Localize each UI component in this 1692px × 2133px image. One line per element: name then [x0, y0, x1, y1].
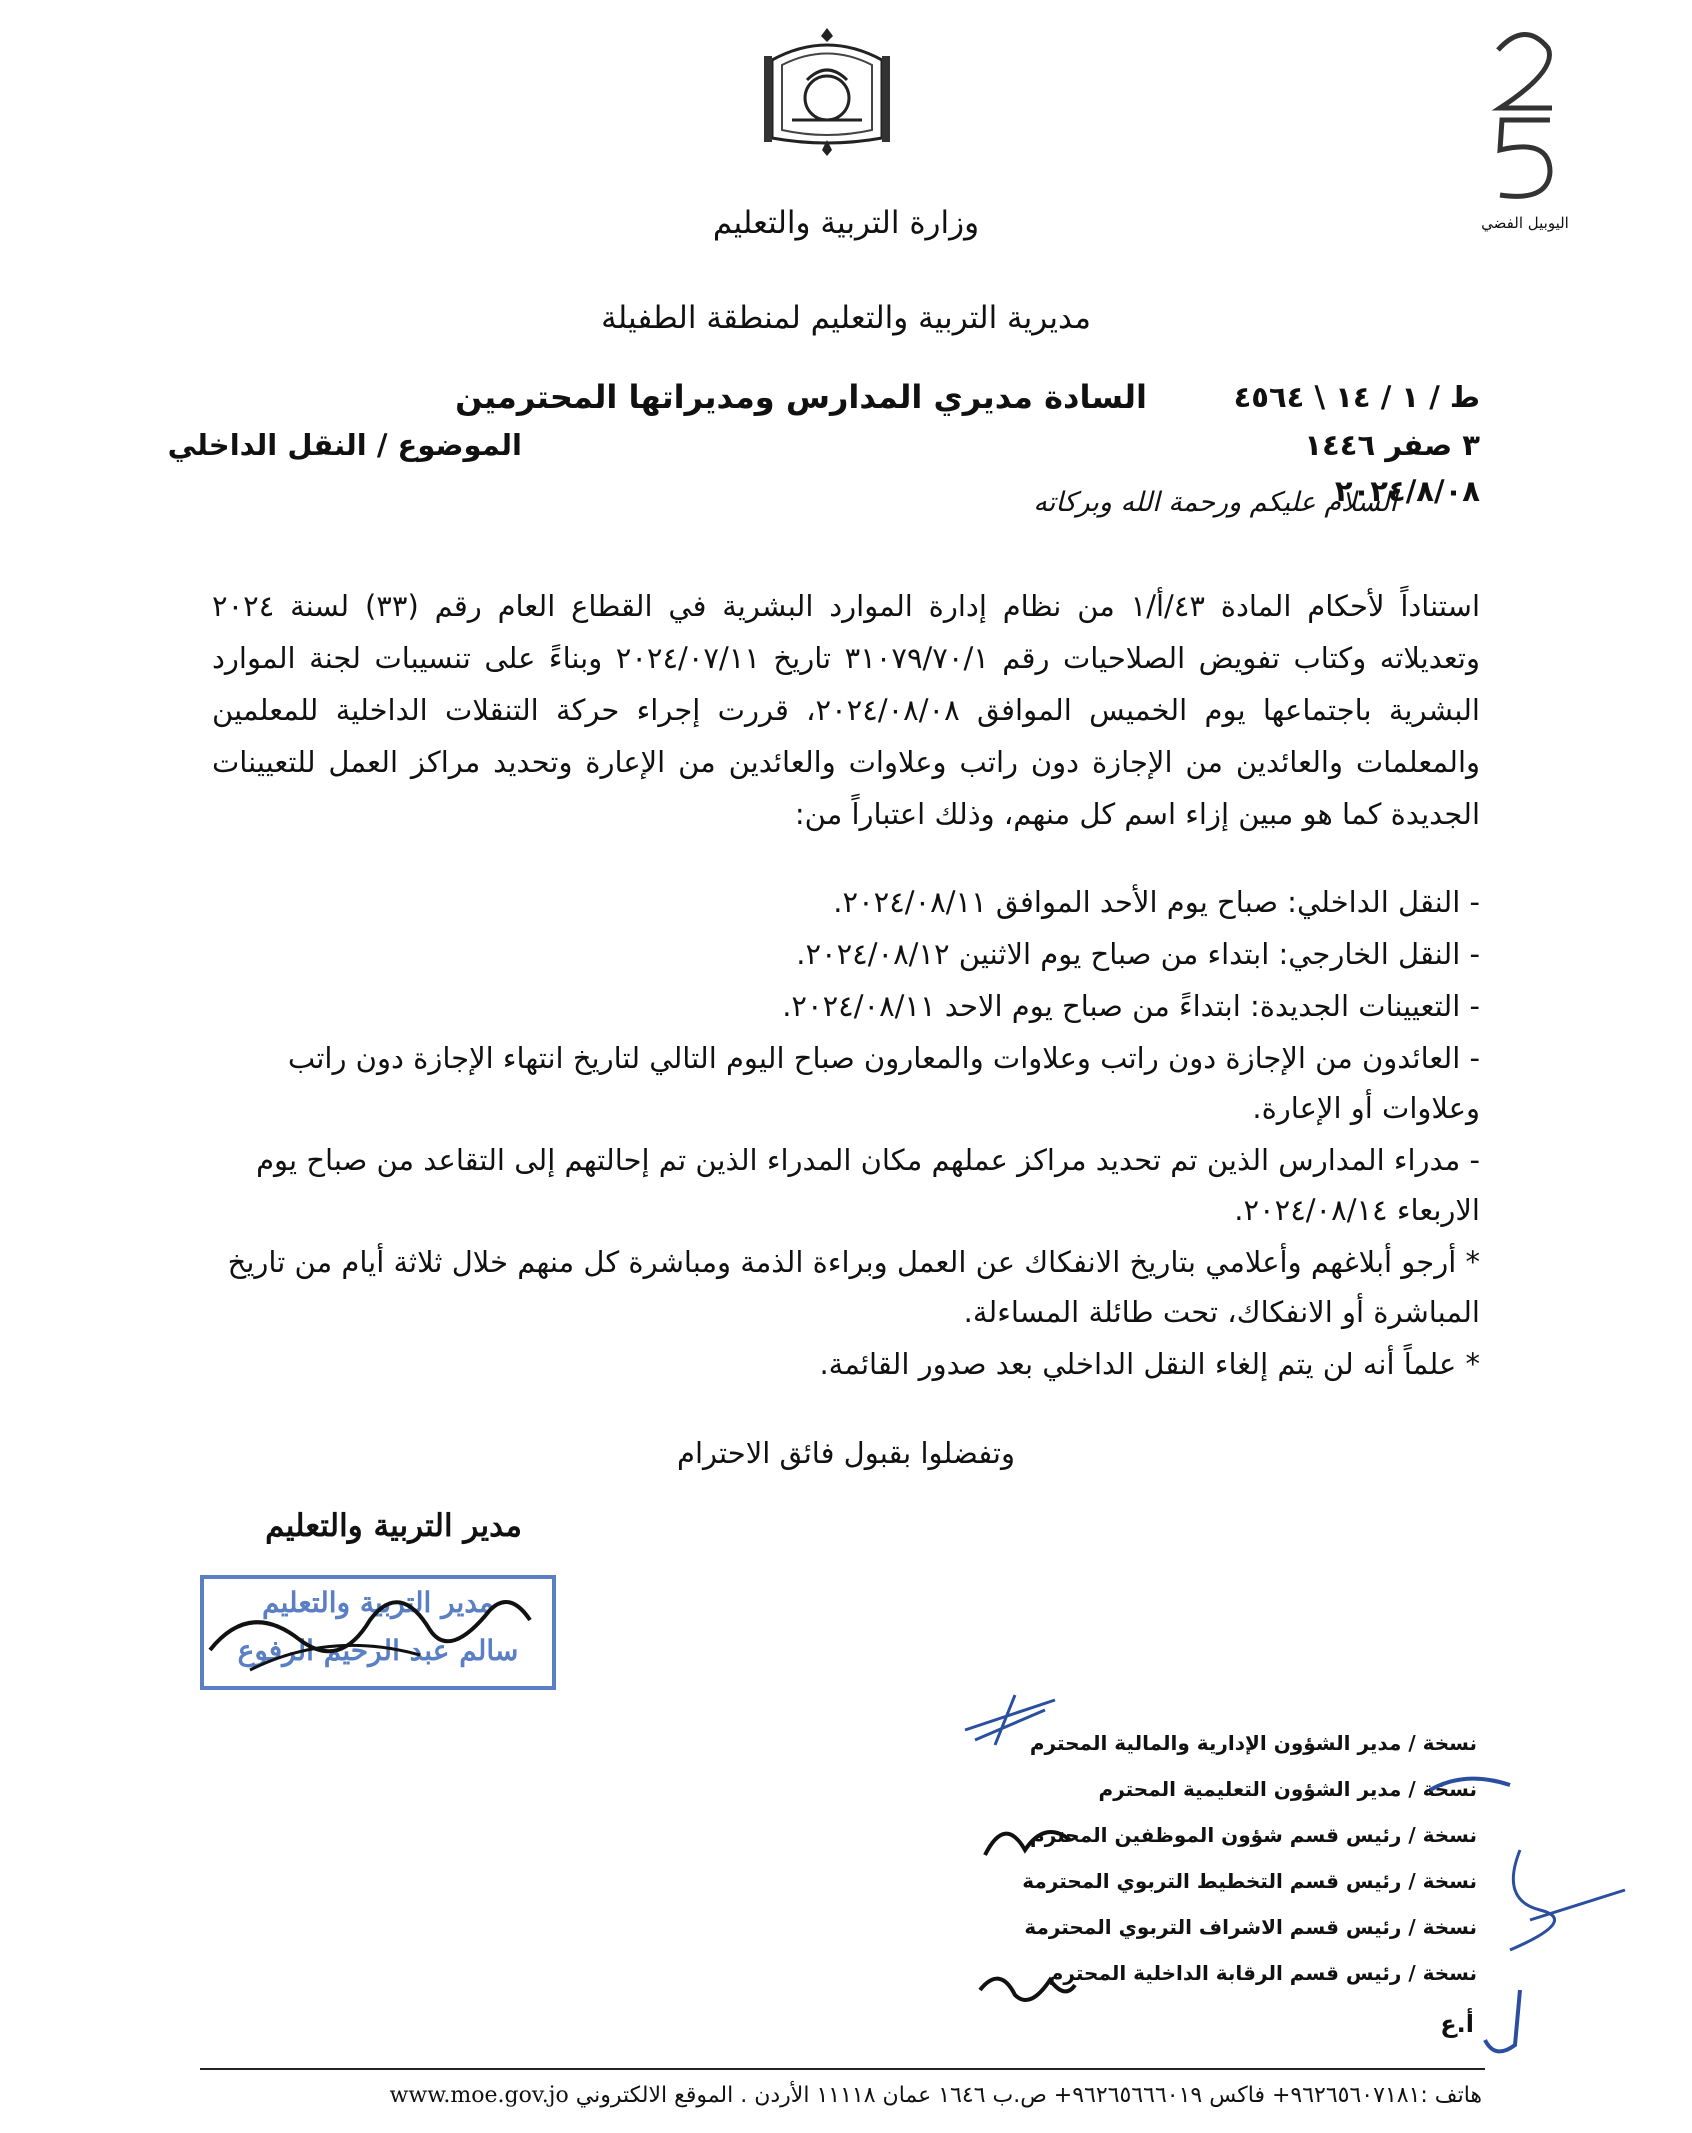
silver-jubilee-logo: اليوبيل الفضي [1470, 20, 1580, 250]
initial-scribble-icon [1475, 1985, 1555, 2065]
stamp-line-1: مدير التربية والتعليم [261, 1586, 495, 1619]
initial-scribble-icon [970, 1960, 1080, 2015]
closing-line: وتفضلوا بقبول فائق الاحترام [677, 1436, 1015, 1470]
copy-line: نسخة / رئيس قسم شؤون الموظفين المحترم [1030, 1823, 1477, 1847]
reference-number: ط / ١ / ١٤ \ ٤٥٦٤ [1233, 380, 1480, 414]
list-item: - مدراء المدارس الذين تم تحديد مراكز عملهم مكان المدراء الذين تم إحالتهم إلى التقاعد من صباح يوم الاربعاء ٢٠٢٤/٠٨/١٤. [256, 1143, 1480, 1227]
initial-scribble-icon [1490, 1840, 1630, 1960]
stamp-line-2: سالم عبد الرحيم الرفوع [237, 1634, 519, 1667]
copy-line: نسخة / مدير الشؤون التعليمية المحترم [1098, 1777, 1477, 1801]
list-item: - النقل الخارجي: ابتداء من صباح يوم الاثنين ٢٠٢٤/٠٨/١٢. [796, 937, 1480, 971]
jordan-coat-of-arms-icon [752, 20, 902, 160]
list-item: * علماً أنه لن يتم إلغاء النقل الداخلي بعد صدور القائمة. [819, 1347, 1480, 1381]
effective-dates-list [212, 877, 1480, 1391]
footer-divider [200, 2068, 1485, 2070]
footer-contact [390, 2083, 1482, 2108]
initial-scribble-icon [955, 1690, 1065, 1750]
signature-icon [190, 1560, 570, 1700]
signatory-title: مدير التربية والتعليم [265, 1508, 522, 1544]
greeting: السلام عليكم ورحمة الله وبركاته [1033, 487, 1397, 518]
copy-line: نسخة / رئيس قسم الرقابة الداخلية المحترم [1048, 1961, 1477, 1985]
copy-line: نسخة / مدير الشؤون الإدارية والمالية المحترم [1029, 1731, 1477, 1755]
footer-website[interactable]: www.moe.gov.jo [389, 2083, 569, 2108]
list-item: * أرجو أبلاغهم وأعلامي بتاريخ الانفكاك عن العمل وبراءة الذمة ومباشرة كل منهم خلال ثلاثة أيام من تاريخ المباشرة أو الانفكاك، تحت طائلة المساءلة. [227, 1245, 1480, 1329]
hijri-date: ٣ صفر ١٤٤٦ [1304, 428, 1480, 462]
initial-scribble-icon [1425, 1765, 1515, 1805]
initials: أ.ع [1440, 2010, 1474, 2038]
directorate-name: مديرية التربية والتعليم لمنطقة الطفيلة [601, 300, 1091, 336]
footer-contact-text: هاتف :٩٦٢٦٥٦٠٧١٨١+ فاكس ٩٦٢٦٥٦٦٦٠١٩+ ص.ب ١٦٤٦ عمان ١١١١٨ الأردن . الموقع الالكتروني [575, 2083, 1482, 2108]
ministry-name: وزارة التربية والتعليم [712, 205, 980, 241]
initial-scribble-icon [975, 1810, 1075, 1865]
list-item: - العائدون من الإجازة دون راتب وعلاوات والمعارون صباح اليوم التالي لتاريخ انتهاء الإجازة دون راتب وعلاوات أو الإعارة. [287, 1041, 1480, 1125]
copies-list [1022, 1720, 1477, 1996]
list-item: - التعيينات الجديدة: ابتداءً من صباح يوم الاحد ٢٠٢٤/٠٨/١١. [782, 989, 1480, 1023]
body-paragraph: استناداً لأحكام المادة ٤٣/أ/١ من نظام إدارة الموارد البشرية في القطاع العام رقم (٣٣) لسنة ٢٠٢٤ وتعديلاته وكتاب تفويض الصلاحيات رقم ٣١٠٧٩/٧٠/١ تاريخ ٢٠٢٤/٠٧/١١ وبناءً على تنسيبات لجنة الموارد البشرية باجتماعها يوم الخميس الموافق ٢٠٢٤/٠٨/٠٨، قررت إجراء حركة التنقلات الداخلية للمعلمين والمعلمات والعائدين من الإجازة دون راتب وعلاوات والعائدين من الإعارة وتحديد مراكز العمل للتعيينات الجديدة كما هو مبين إزاء اسم كل منهم، وذلك اعتباراً من: [212, 589, 1481, 831]
addressee: السادة مديري المدارس ومديراتها المحترمين [455, 378, 1147, 416]
copy-line: نسخة / رئيس قسم التخطيط التربوي المحترمة [1022, 1869, 1477, 1893]
subject-line: الموضوع / النقل الداخلي [167, 428, 522, 462]
jubilee-25-icon [1470, 20, 1580, 210]
copy-line: نسخة / رئيس قسم الاشراف التربوي المحترمة [1024, 1915, 1477, 1939]
gregorian-date: ٢٠٢٤/٨/٠٨ [1334, 474, 1480, 508]
list-item: - النقل الداخلي: صباح يوم الأحد الموافق ٢٠٢٤/٠٨/١١. [833, 885, 1480, 919]
